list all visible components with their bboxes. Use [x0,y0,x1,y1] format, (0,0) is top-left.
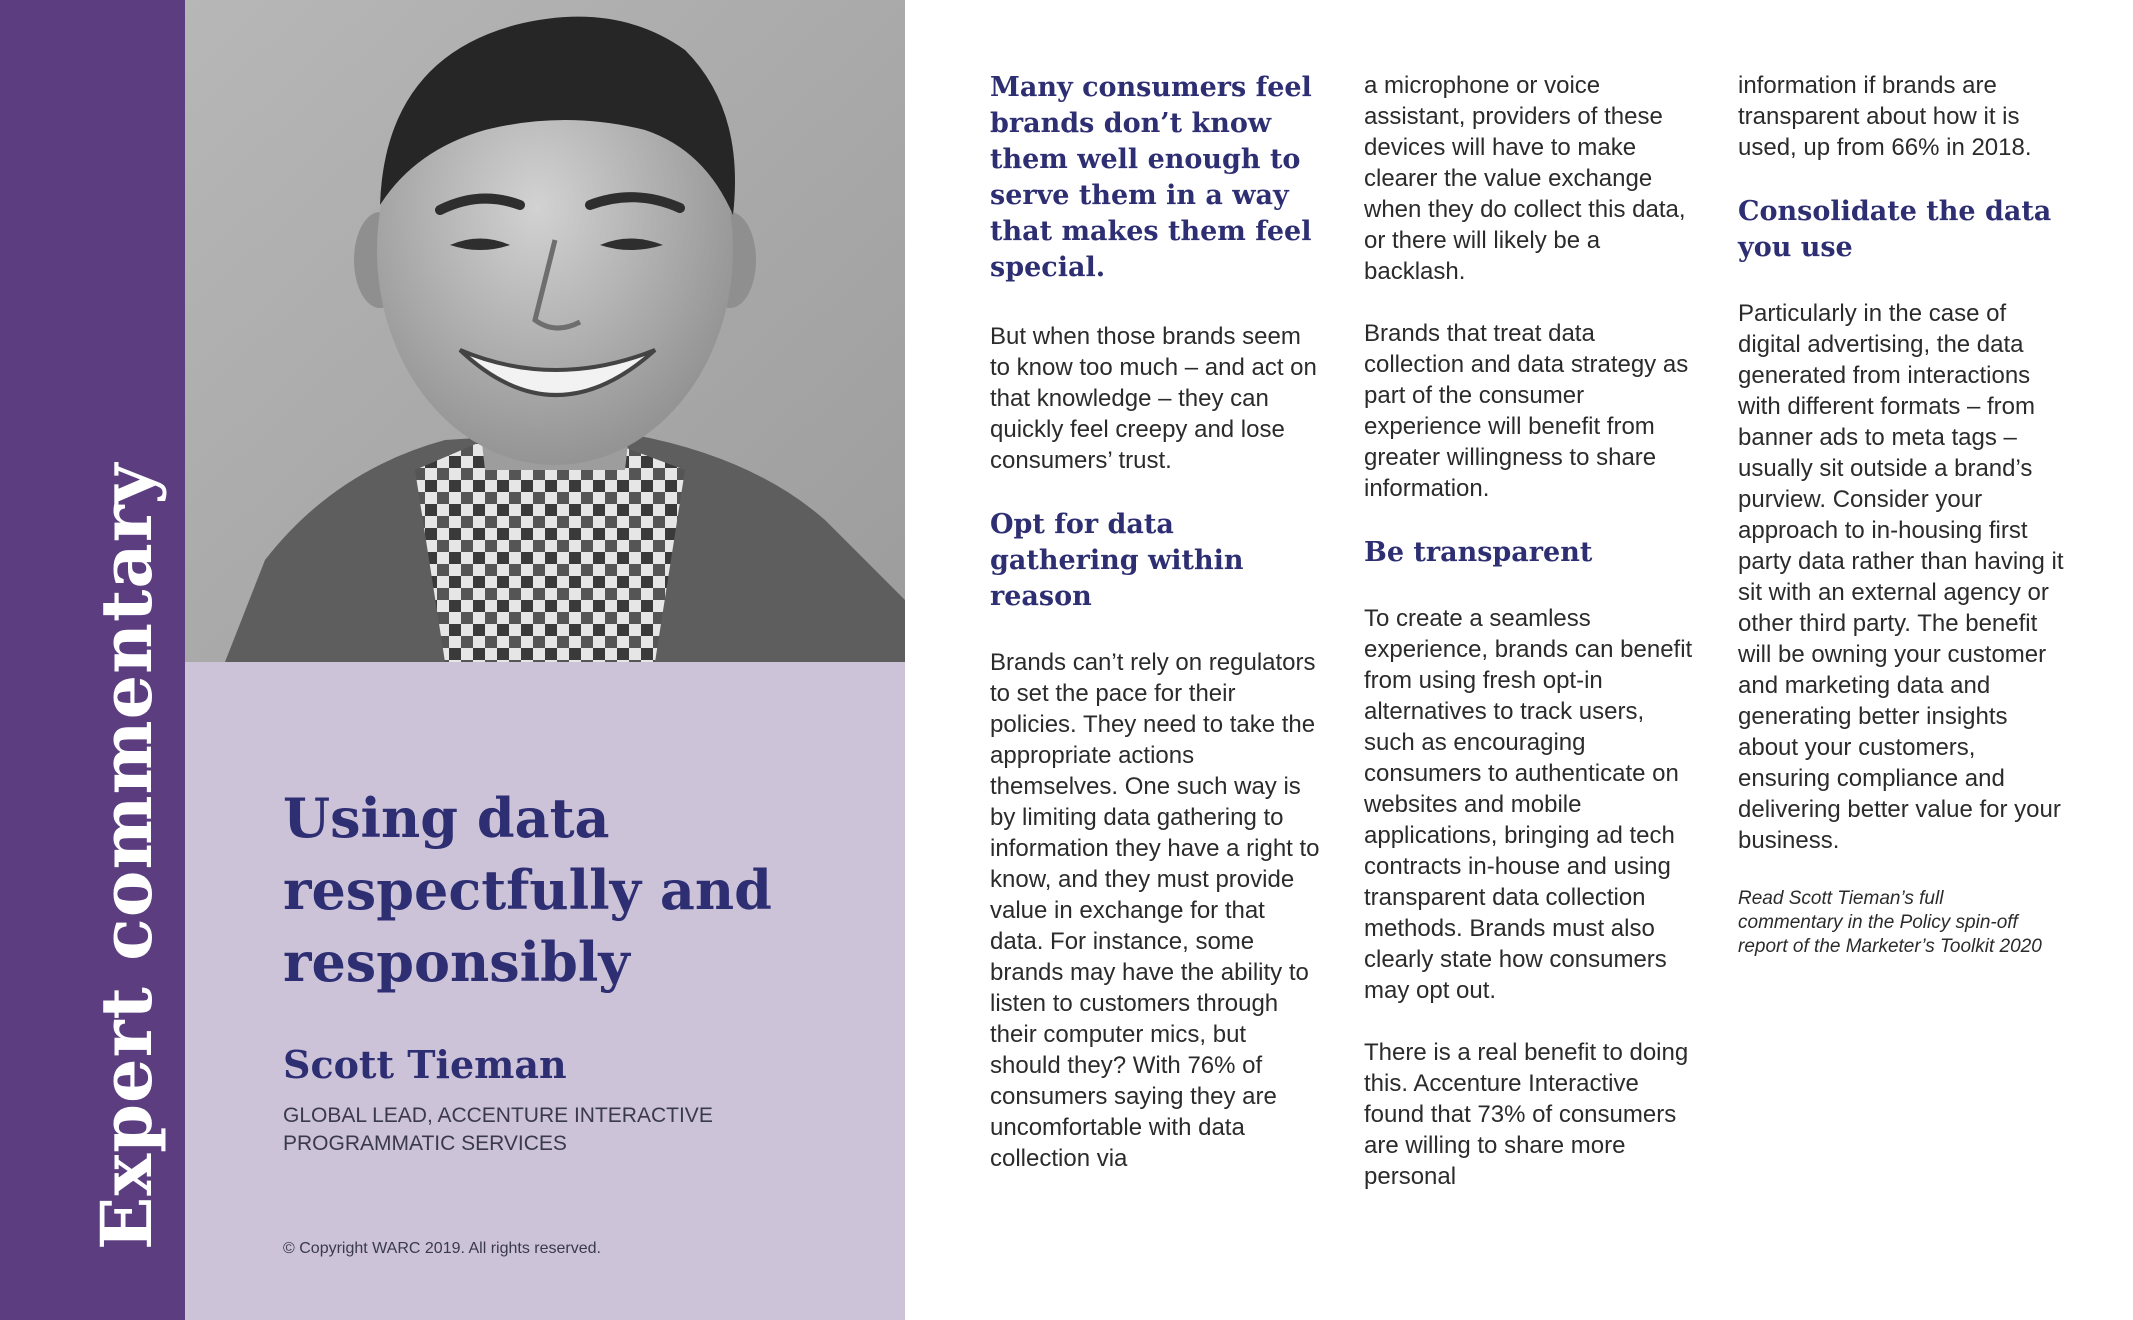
section-heading-consolidate-data: Consolidate the data you use [1738,196,2052,263]
pull-quote: Many consumers feel brands don’t know them well enough to serve them in a way that makes them feel special. [990,72,1312,283]
copyright: © Copyright WARC 2019. All rights reserved. [283,1240,601,1257]
author-photo [185,0,905,662]
read-more-note: Read Scott Tieman’s full commentary in the Policy spin-off report of the Marketer’s Toolkit 2020 [1738,888,2042,957]
body-paragraph-continued: information if brands are transparent about how it is used, up from 66% in 2018. [1738,72,2032,161]
body-paragraph: Brands can’t rely on regulators to set the pace for their policies. They need to take the appropriate actions themselves. One such way is by limiting data gathering to information they have a right to know, and they must provide value in exchange for that data. For instance, some brands may have the ability to listen to customers through their computer mics, but should they? With 76% of consumers saying they are uncomfortable with data collection via [990,649,1320,1172]
body-paragraph: Brands that treat data collection and data strategy as part of the consumer experience will benefit from greater willingness to share information. [1364,320,1689,502]
body-paragraph-continued: a microphone or voice assistant, providers of these devices will have to make clearer the value exchange when they do collect this data, or there will likely be a backlash. [1364,72,1686,285]
author-name: Scott Tieman [283,1042,567,1087]
page-title: Using data respectfully and responsibly [283,786,772,994]
sidebar-title: Expert commentary [85,462,168,1250]
sidebar [0,0,185,1320]
intro-paragraph: But when those brands seem to know too much – and act on that knowledge – they can quickly feel creepy and lose consumers’ trust. [990,323,1317,474]
body-paragraph: There is a real benefit to doing this. Accenture Interactive found that 73% of consumers are willing to share more personal [1364,1039,1689,1190]
section-heading-opt-for-data: Opt for data gathering within reason [990,509,1244,612]
body-paragraph: To create a seamless experience, brands can benefit from using fresh opt-in alternatives to track users, such as encouraging consumers to authenticate on websites and mobile applications, bringing ad tech contracts in-house and using transparent data collection methods. Brands must also clearly state how consumers may opt out. [1364,605,1693,1004]
body-paragraph: Particularly in the case of digital advertising, the data generated from interactions with different formats – from banner ads to meta tags – usually sit outside a brand’s purview. Consider your approach to in-housing first party data rather than having it sit with an external agency or other third party. The benefit will be owning your customer and marketing data and generating better insights about your customers, ensuring compliance and delivering better value for your business. [1738,300,2064,854]
title-panel [185,662,905,1320]
section-heading-be-transparent: Be transparent [1364,537,1593,568]
article-column-1 [990,70,1320,1205]
article-column-2 [1364,70,1694,1223]
article-column-3 [1738,70,2068,959]
author-role: GLOBAL LEAD, ACCENTURE INTERACTIVE PROGRAMMATIC SERVICES [283,1104,713,1155]
